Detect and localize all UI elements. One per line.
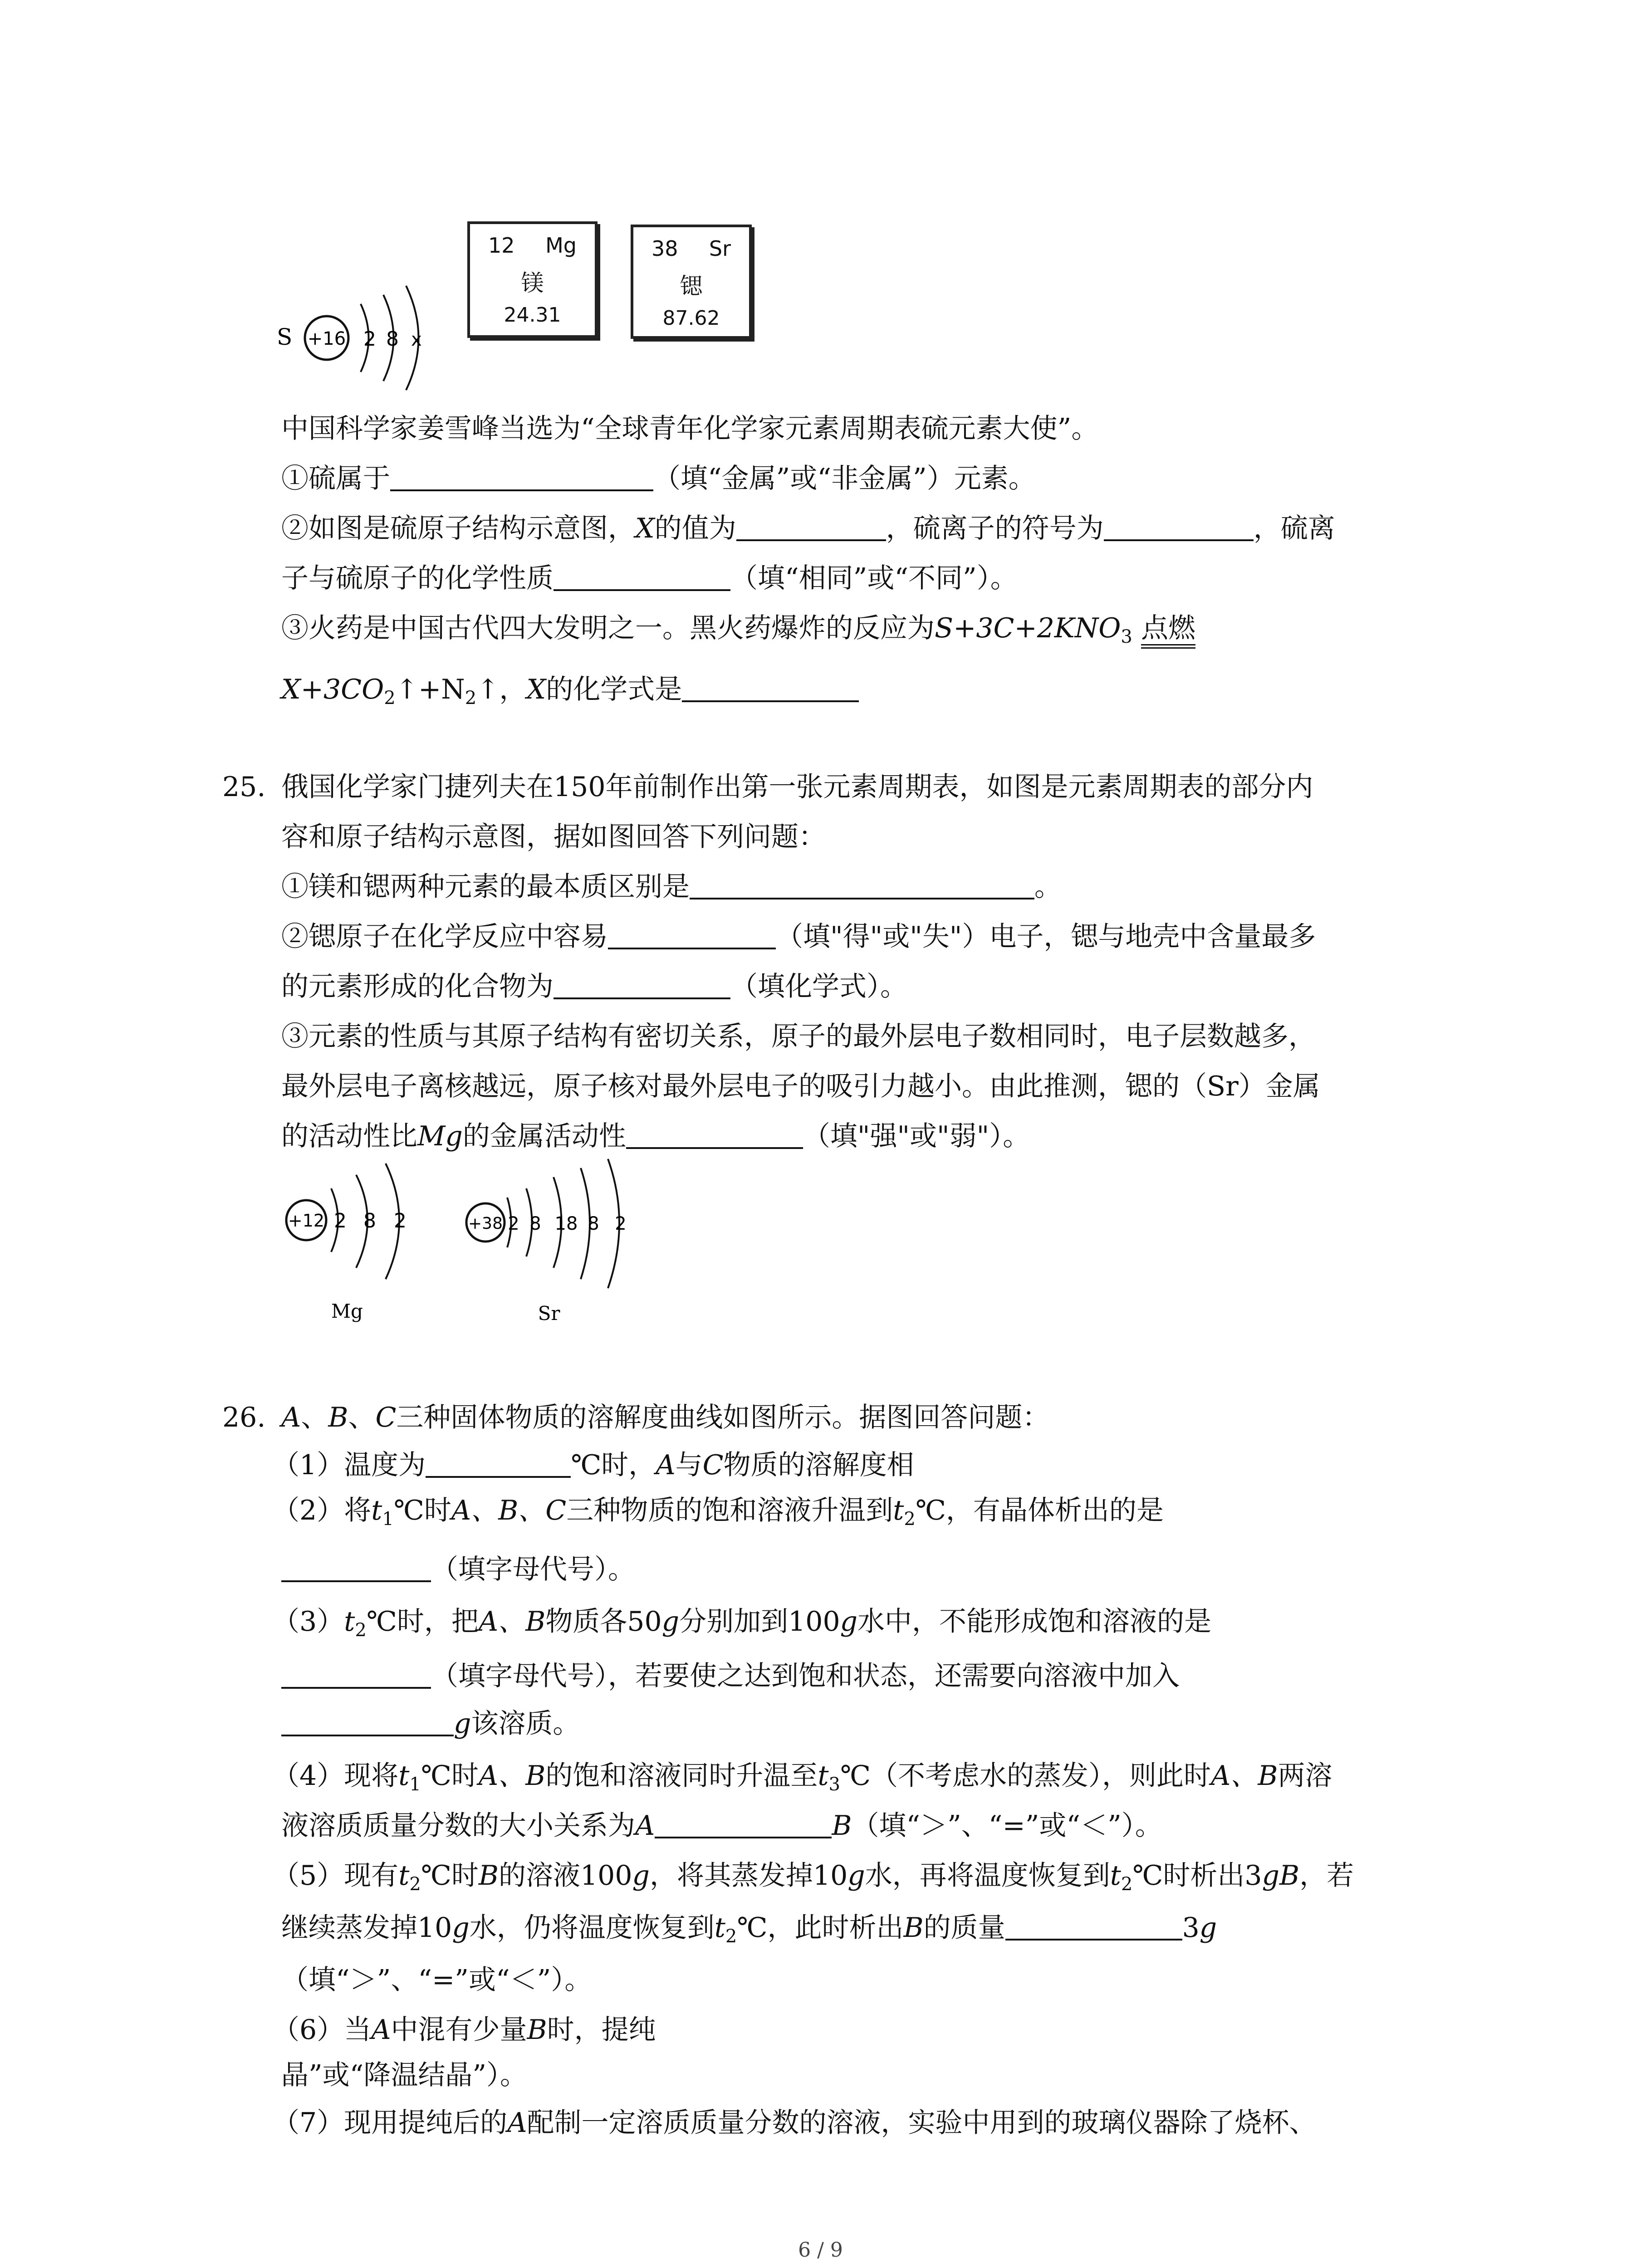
sr-shell-1: 2 — [508, 1213, 519, 1234]
q24-intro: 中国科学家姜雪峰当选为“全球青年化学家元素周期表硫元素大使”。 — [281, 413, 1099, 445]
q25-part2-cont: 的元素形成的化合物为 （填化学式）。 — [281, 971, 907, 1002]
q26-sub7: （7）现用提纯后的A配制一定溶质质量分数的溶液，实验中用到的玻璃仪器除了烧杯、 — [272, 2107, 1317, 2139]
q26-sub2: （2）将$t_1℃$时A、B、C三种物质的饱和溶液升温到$t_2℃$，有晶体析出的是 — [272, 1495, 1164, 1530]
q24-blank-5[interactable] — [682, 673, 859, 702]
sr-diagram-label: Sr — [538, 1302, 560, 1325]
q25-blank-2[interactable] — [608, 920, 776, 949]
q24-blank-1[interactable] — [390, 462, 653, 491]
sr-shell-5: 2 — [615, 1213, 627, 1234]
q25-number: 25. — [222, 771, 266, 803]
sr-shell-2: 8 — [529, 1213, 541, 1234]
q24-blank-2[interactable] — [736, 512, 886, 541]
q26-blank-6[interactable] — [1005, 1911, 1182, 1941]
mg-element-card — [467, 221, 598, 338]
q26-sub4-cont: 液溶质质量分数的大小关系为A B（填“＞”、“=”或“＜”）。 — [281, 1810, 1162, 1842]
page-number: 6 / 9 — [798, 2239, 843, 2262]
mg-chinese-name: 镁 — [521, 270, 544, 296]
mg-symbol: Mg — [545, 233, 577, 258]
q26-stem: A、B、C三种固体物质的溶解度曲线如图所示。据图回答问题： — [281, 1402, 1050, 1433]
mg-atomic-mass: 24.31 — [504, 303, 561, 327]
sr-symbol: Sr — [709, 236, 731, 261]
sulfur-shell-1: 2 — [363, 327, 376, 351]
q24-blank-3[interactable] — [1104, 512, 1254, 541]
q26-blank-1[interactable] — [426, 1449, 571, 1478]
q26-blank-4[interactable] — [281, 1707, 454, 1736]
q26-sub6-cont: 晶”或“降温结晶”）。 — [281, 2059, 528, 2091]
q24-part2: ②如图是硫原子结构示意图，X的值为 ，硫离子的符号为 ，硫离 — [281, 513, 1335, 544]
q24-part2-cont: 子与硫原子的化学性质 （填“相同”或“不同”）。 — [281, 562, 1018, 594]
q26-sub2-cont: （填字母代号）。 — [281, 1551, 635, 1588]
q26-blank-5[interactable] — [655, 1809, 832, 1838]
sulfur-shell-2: 8 — [386, 327, 399, 351]
q25-stem-1: 俄国化学家门捷列夫在150年前制作出第一张元素周期表，如图是元素周期表的部分内 — [281, 771, 1313, 803]
sr-atom-diagram — [458, 1154, 676, 1331]
q26-sub4: （4）现将$t_1℃$时A、B的饱和溶液同时升温至$t_3℃$（不考虑水的蒸发），则此时A、B两溶 — [272, 1760, 1332, 1795]
q26-sub5: （5）现有$t_2℃$时B的溶液100g，将其蒸发掉10g水，再将温度恢复到$t_2℃$时析出3gB，若 — [272, 1860, 1354, 1895]
q26-sub5-cont2: （填“＞”、“=”或“＜”）。 — [281, 1964, 592, 1996]
q25-part3-1: ③元素的性质与其原子结构有密切关系，原子的最外层电子数相同时，电子层数越多， — [281, 1021, 1316, 1052]
mg-atom-diagram — [277, 1161, 449, 1329]
q25-blank-4[interactable] — [626, 1120, 803, 1149]
sulfur-symbol: S — [277, 324, 293, 350]
sr-atomic-number: 38 — [652, 236, 678, 261]
sulfur-nucleus: +16 — [307, 328, 346, 349]
mg-shell-3: 2 — [394, 1209, 407, 1232]
q26-sub3-cont: （填字母代号），若要使之达到饱和状态，还需要向溶液中加入 — [281, 1658, 1180, 1694]
q24-part3: ③火药是中国古代四大发明之一。黑火药爆炸的反应为$S+3C+2KNO_3$ 点燃 — [281, 610, 1195, 655]
q25-blank-1[interactable] — [690, 870, 1034, 899]
sulfur-atom-diagram — [268, 268, 458, 399]
sr-atomic-mass: 87.62 — [662, 307, 720, 330]
mg-nucleus: +12 — [288, 1211, 325, 1231]
sr-chinese-name: 锶 — [680, 273, 703, 299]
sr-shell-4: 8 — [588, 1213, 599, 1234]
q24-part3-cont: $X+3CO_2↑+N_2↑$，X的化学式是 — [281, 671, 859, 716]
q24-blank-4[interactable] — [554, 562, 730, 591]
q26-sub5-cont: 继续蒸发掉10g水，仍将温度恢复到$t_2℃$，此时析出B的质量 3g — [281, 1912, 1217, 1947]
sulfur-shell-3: x — [411, 329, 422, 350]
q26-blank-3[interactable] — [281, 1660, 431, 1689]
q26-sub1: （1）温度为 ℃时，A与C物质的溶解度相 — [272, 1449, 914, 1481]
q25-part3-2: 最外层电子离核越远，原子核对最外层电子的吸引力越小。由此推测，锶的（Sr）金属 — [281, 1070, 1320, 1102]
mg-atomic-number: 12 — [488, 233, 515, 258]
q25-stem-2: 容和原子结构示意图，据如图回答下列问题： — [281, 821, 826, 853]
q25-part1: ①镁和锶两种元素的最本质区别是 。 — [281, 871, 1062, 903]
mg-diagram-label: Mg — [331, 1300, 363, 1322]
sr-shell-3: 18 — [554, 1213, 578, 1234]
sr-nucleus: +38 — [468, 1214, 503, 1233]
q25-blank-3[interactable] — [554, 970, 730, 999]
q26-blank-2[interactable] — [281, 1553, 431, 1582]
q26-number: 26. — [222, 1402, 266, 1433]
q24-part1: ①硫属于 （填“金属”或“非金属”）元素。 — [281, 463, 1036, 494]
q26-sub3: $(3)t_2℃$时，把A、B物质各50g分别加到100g水中，不能形成饱和溶液的是 — [272, 1606, 1212, 1641]
mg-shell-1: 2 — [334, 1209, 347, 1232]
q25-part3-3: 的活动性比Mg的金属活动性 （填"强"或"弱"）。 — [281, 1120, 1030, 1152]
q26-sub6: （6）当A中混有少量B时，提纯 — [272, 2014, 656, 2046]
q26-sub3-cont2: g该溶质。 — [281, 1706, 580, 1742]
mg-shell-2: 8 — [363, 1209, 376, 1232]
q25-part2: ②锶原子在化学反应中容易 （填"得"或"失"）电子，锶与地壳中含量最多 — [281, 921, 1316, 953]
ignition-condition: 点燃 — [1141, 612, 1195, 649]
sr-element-card — [631, 225, 752, 339]
